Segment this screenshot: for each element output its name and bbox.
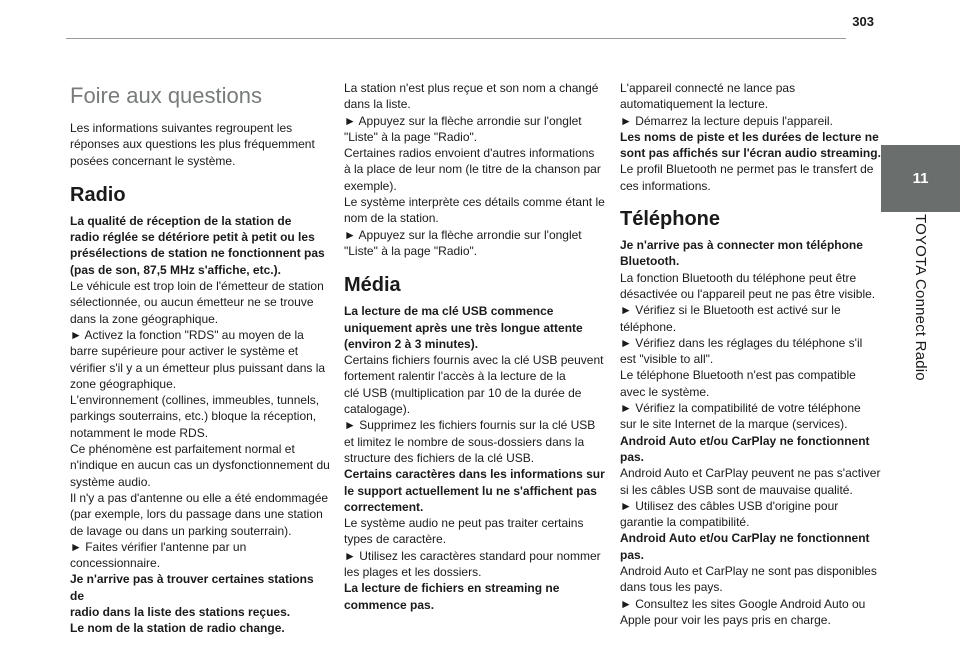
text-line: Android Auto et CarPlay peuvent ne pas s'activer [620,466,881,481]
text-line: ► Vérifiez si le Bluetooth est activé sur le [620,303,841,318]
phone-body [620,237,882,628]
chapter-tab [881,145,960,212]
text-line: n'indique en aucun cas un dysfonctionnement du [70,458,330,473]
text-line: fortement ralentir l'accès à la lecture de la [344,369,566,384]
text-line: Je n'arrive pas à trouver certaines stations de [70,572,314,603]
text-line: La lecture de ma clé USB commence [344,304,554,319]
text-line: Je n'arrive pas à connecter mon téléphone [620,238,863,253]
column-2 [344,80,606,613]
text-line: Le véhicule est trop loin de l'émetteur de station [70,279,324,294]
text-line: ► Utilisez des câbles USB d'origine pour [620,498,839,513]
text-line: dans la zone géographique. [70,311,219,326]
text-line: dans tous les pays. [620,580,723,595]
text-line: La fonction Bluetooth du téléphone peut être [620,270,857,285]
column-1 [70,80,330,637]
page-title: Foire aux questions [70,83,262,108]
text-line: barre supérieure pour activer le système et [70,344,299,359]
text-line: nom de la station. [344,211,439,226]
text-line: catalogage). [344,402,411,417]
text-line: avec le système. [620,384,710,399]
text-line: La qualité de réception de la station de [70,213,292,228]
text-line: ► Appuyez sur la flèche arrondie sur l'onglet [344,113,582,128]
text-line: sélectionnée, ou aucun émetteur ne se trouve [70,295,314,310]
text-line: uniquement après une très longue attente [344,320,583,335]
text-line: Il n'y a pas d'antenne ou elle a été endommagée [70,490,329,505]
text-line: sur le site Internet de la marque (services). [620,417,848,432]
text-line: Certains fichiers fournis avec la clé USB peuvent [344,353,604,368]
media-continued-body [620,80,882,194]
text-line: Android Auto et/ou CarPlay ne fonctionnent [620,531,870,546]
text-line: posées concernant le système. [70,153,236,168]
text-line: Certaines radios envoient d'autres informations [344,146,595,161]
text-line: Android Auto et/ou CarPlay ne fonctionnent [620,433,870,448]
text-line: Certains caractères dans les informations sur [344,467,605,482]
text-line: "Liste" à la page "Radio". [344,129,478,144]
text-line: ► Vérifiez la compatibilité de votre téléphone [620,401,861,416]
text-line: (par exemple, lors du passage dans une station [70,507,323,522]
text-line: parkings souterrains, etc.) bloque la réception, [70,409,317,424]
page-number: 303 [852,14,874,29]
text-line: dans la liste. [344,97,411,112]
text-line: Le téléphone Bluetooth n'est pas compatible [620,368,856,383]
text-line: L'appareil connecté ne lance pas [620,81,796,95]
column-3 [620,80,882,628]
text-line: Les noms de piste et les durées de lecture ne [620,129,879,144]
radio-body [70,213,330,637]
text-line: système audio. [70,474,151,489]
text-line: et limitez le nombre de sous-dossiers dans la [344,434,585,449]
chapter-title: TOYOTA Connect Radio [912,214,929,381]
text-line: Les informations suivantes regroupent les [70,121,293,135]
text-line: est "visible to all". [620,352,714,367]
text-line: ► Appuyez sur la flèche arrondie sur l'onglet [344,227,582,242]
text-line: L'environnement (collines, immeubles, tunnels, [70,393,320,408]
text-line: pas. [620,547,645,562]
chapter-side-title [881,214,960,394]
text-line: Le profil Bluetooth ne permet pas le transfert de [620,162,874,177]
text-line: Bluetooth. [620,254,680,269]
text-line: ► Utilisez les caractères standard pour nommer [344,548,601,563]
section-heading-radio: Radio [70,183,126,206]
text-line: présélections de station ne fonctionnent pas [70,246,325,261]
text-line: téléphone. [620,319,677,334]
text-line: ► Activez la fonction "RDS" au moyen de la [70,327,304,342]
text-line: ces informations. [620,178,711,193]
text-line: Le nom de la station de radio change. [70,621,285,636]
text-line: La station n'est plus reçue et son nom a changé [344,81,599,95]
text-line: Android Auto et CarPlay ne sont pas disponibles [620,564,877,579]
text-line: vérifier s'il y a un émetteur plus puissant dans la [70,360,326,375]
text-line: Le système interprète ces détails comme étant le [344,195,605,210]
text-line: ► Supprimez les fichiers fournis sur la clé USB [344,418,596,433]
media-body [344,303,606,613]
text-line: si les câbles USB sont de mauvaise qualité. [620,482,853,497]
text-line: zone géographique. [70,376,177,391]
header-rule [66,38,846,39]
text-line: commence pas. [344,597,435,612]
text-line: désactivée ou l'appareil peut ne pas être visible. [620,286,876,301]
section-heading-phone: Téléphone [620,208,721,231]
text-line: structure des fichiers de la clé USB. [344,450,535,465]
text-line: concessionnaire. [70,556,161,571]
text-line: sont pas affichés sur l'écran audio streaming. [620,146,881,161]
text-line: ► Vérifiez dans les réglages du téléphone s'il [620,335,863,350]
text-line: radio dans la liste des stations reçues. [70,605,291,620]
text-line: pas. [620,449,645,464]
text-line: (pas de son, 87,5 MHz s'affiche, etc.). [70,262,281,277]
text-line: La lecture de fichiers en streaming ne [344,581,560,596]
text-line: Le système audio ne peut pas traiter certains [344,516,584,531]
text-line: Apple pour voir les pays pris en charge. [620,612,831,627]
text-line: le support actuellement lu ne s'affichent pas [344,483,597,498]
text-line: automatiquement la lecture. [620,97,769,112]
chapter-number: 11 [912,170,929,187]
radio-continued-body [344,80,606,259]
text-line: de lavage ou dans un parking souterrain). [70,523,292,538]
text-line: ► Faites vérifier l'antenne par un [70,539,247,554]
text-line: radio réglée se détériore petit à petit ou les [70,230,315,245]
text-line: (environ 2 à 3 minutes). [344,336,479,351]
intro [70,120,330,169]
text-line: notamment le mode RDS. [70,425,209,440]
text-line: ► Consultez les sites Google Android Auto ou [620,596,866,611]
text-line: "Liste" à la page "Radio". [344,243,478,258]
text-line: clé USB (multiplication par 10 de la durée de [344,385,582,400]
text-line: exemple). [344,178,397,193]
text-line: types de caractère. [344,532,447,547]
text-line: correctement. [344,499,424,514]
text-line: à la place de leur nom (le titre de la chanson par [344,162,601,177]
text-line: réponses aux questions les plus fréquemment [70,137,315,152]
section-heading-media: Média [344,274,401,297]
text-line: Ce phénomène est parfaitement normal et [70,442,295,457]
text-line: garantie la compatibilité. [620,515,750,530]
text-line: ► Démarrez la lecture depuis l'appareil. [620,113,833,128]
text-line: les plages et les dossiers. [344,565,482,580]
